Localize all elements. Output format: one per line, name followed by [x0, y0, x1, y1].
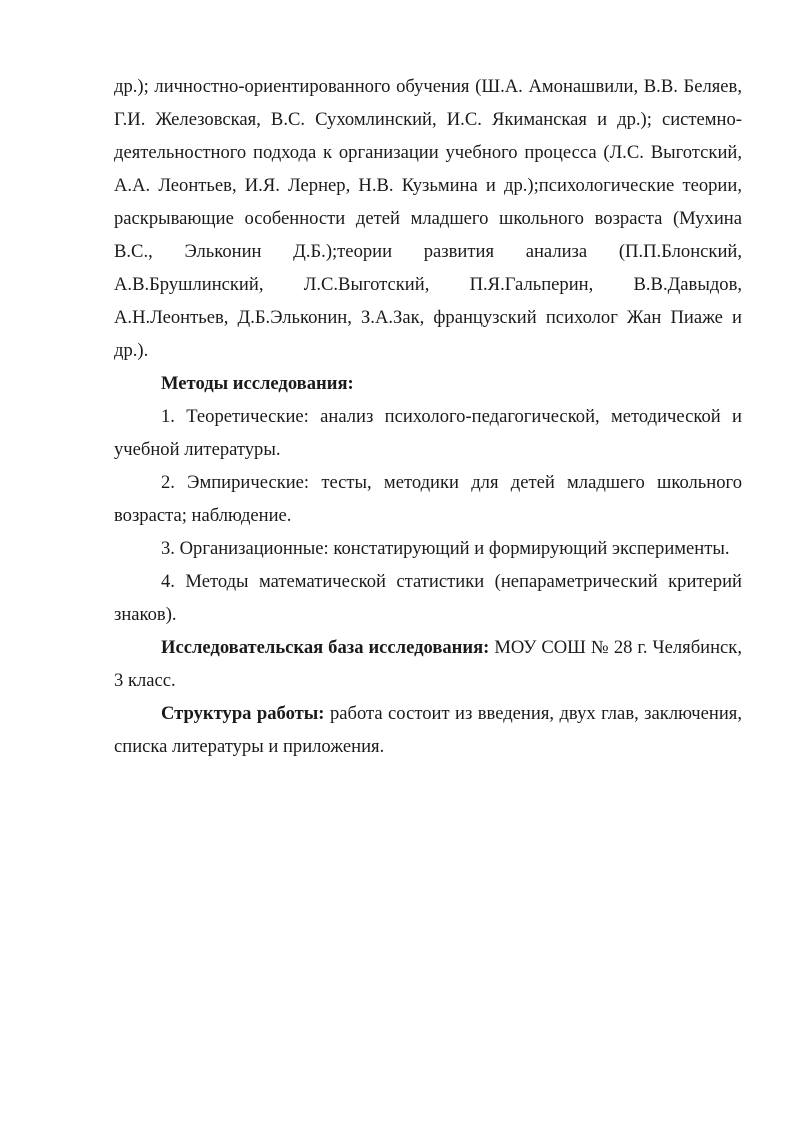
method-item-statistics: 4. Методы математической статистики (непараметрический критерий знаков). [114, 571, 742, 625]
intro-paragraph: др.); личностно-ориентированного обучения (Ш.А. Амонашвили, В.В. Беляев, Г.И. Железовская, В.С. Сухомлинский, И.С. Якиманская и др.); системно-деятельностного подхода к организации учебного процесса (Л.С. Выготский, А.А. Леонтьев, И.Я. Лернер, Н.В. Кузьмина и др.);психологические теории, раскрывающие особенности детей младшего школьного возраста (Мухина В.С., Эльконин Д.Б.);теории развития анализа (П.П.Блонский, А.В.Брушлинский, Л.С.Выготский, П.Я.Гальперин, В.В.Давыдов, А.Н.Леонтьев, Д.Б.Эльконин, З.А.Зак, французский психолог Жан Пиаже и др.). [114, 76, 742, 361]
research-base-label: Исследовательская база исследования: [161, 637, 490, 658]
methods-heading: Методы исследования: [161, 373, 354, 394]
method-item-theoretical: 1. Теоретические: анализ психолого-педагогической, методической и учебной литературы. [114, 406, 742, 460]
method-item-empirical: 2. Эмпирические: тесты, методики для детей младшего школьного возраста; наблюдение. [114, 472, 742, 526]
structure-label: Структура работы: [161, 703, 325, 724]
method-item-organizational: 3. Организационные: констатирующий и формирующий эксперименты. [161, 538, 730, 559]
research-base-paragraph [114, 631, 742, 697]
structure-paragraph [114, 697, 742, 763]
document-body [114, 70, 742, 763]
structure-text: работа состоит из введения, двух глав, заключения, списка литературы и приложения. [114, 703, 742, 757]
research-base-text: МОУ СОШ № 28 г. Челябинск, 3 класс. [114, 637, 742, 691]
